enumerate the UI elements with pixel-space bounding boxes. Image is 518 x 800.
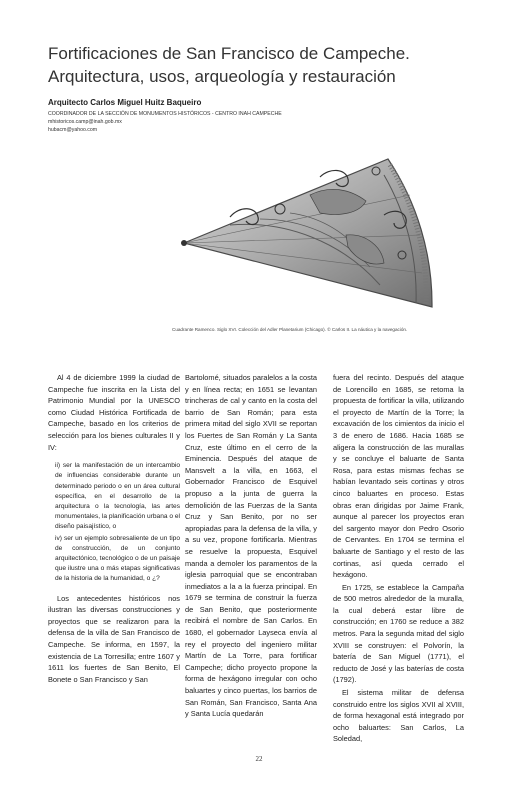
figure-caption: Cuadrante Ramenco. Siglo XVI. Colección del Adler Planetarium (Chicago). © Carlos II. La náutica y la navegación.: [172, 327, 408, 332]
text-column-3: [333, 372, 464, 745]
author-email-primary[interactable]: mhistoricos.camp@inah.gob.mx: [48, 119, 122, 125]
paragraph-lorencillo: fuera del recinto. Después del ataque de Lorencillo en 1685, se retoma la propuesta de fortificar la villa, utilizando el proyecto de Martín de la Torre; la excavación de los cimientos da inicio el 3 de enero de 1686. Hacia 1685 se aligera la construcción de las murallas y se concluye el baluarte de Santa Rosa, para estas mismas fechas se habían levantado seis cortinas y otros cinco baluartes en proceso. Estas obras eran dirigidas por Jaime Frank, aunque al parecer los proyectos eran del sargento mayor don Pedro Osorio de Cervantes. En 1704 se termina el baluarte de Santiago y el resto de las cortinas, así queda cerrado el hexágono.: [333, 373, 464, 580]
author-affiliation: COORDINADOR DE LA SECCIÓN DE MONUMENTOS HISTÓRICOS - CENTRO INAH CAMPECHE: [48, 111, 282, 117]
text-column-2: [185, 372, 317, 720]
text-column-1: [48, 372, 180, 685]
paragraph-military-system: El sistema militar de defensa construido entre los siglos XVII al XVIII, de forma hexagonal está integrado por ocho baluartes: San Carlos, La Soledad,: [333, 688, 464, 744]
nautical-quadrant-illustration: [170, 155, 450, 320]
paragraph-history-continued: Bartolomé, situados paralelos a la costa y en línea recta; en 1651 se levantan trincheras de cal y canto en la costa del barrio de San Román; para esta primera mitad del siglo XVII se reportan los Fuertes de San Román y La Santa Cruz, este último en el cerro de la Eminencia. Después del ataque de Mansvelt a la villa, en 1663, el Gobernador Francisco de Esquivel propuso a la junta de guerra la demolición de las Fuerzas de la Santa Cruz y San Benito, por no ser apropiadas para la defensa de la villa, y a su vez, propone fortificarla. Mientras se resuelve la propuesta, Esquivel manda a demoler los paramentos de la iglesia parroquial que se encontraban inmediatos a la a la fuerza principal. En 1679 se termina de construir la fuerza de San Benito, que posteriormente recibirá el nombre de San Carlos. En 1680, el gobernador Layseca envía al rey el proyecto del ingeniero militar Martín de La Torre, para fortificar Campeche; dicho proyecto propone la forma de hexágono irregular con ocho baluartes y cinco puertas, los barrios de San Román, San Francisco, Santa Ana y Santa Lucía quedarán: [185, 373, 317, 719]
criterion-iv: iv) ser un ejemplo sobresaliente de un tipo de construcción, de un conjunto arquitectónico, tecnológico o de un paisaje que ilustre una o más etapas significativas de la historia de la humanidad, o ¿?: [55, 534, 180, 583]
author-name: Arquitecto Carlos Miguel Huitz Baqueiro: [48, 98, 202, 107]
quadrant-figure: [170, 155, 450, 320]
criteria-quote: [55, 461, 180, 584]
author-email-secondary[interactable]: hubacm@yahoo.com: [48, 127, 98, 133]
paragraph-campana: En 1725, se establece la Campaña de 500 metros alrededor de la muralla, la cual deberá estar libre de construcción; en 1760 se reduce a 382 metros. Para la segunda mitad del siglo XVIII se construyen: el Polvorín, la batería de San Miguel (1771), el reducto de José y las baterías de costa (1792).: [333, 582, 464, 685]
criterion-ii: ii) ser la manifestación de un intercambio de influencias considerable durante un determinado periodo o en un área cultural específica, en el desarrollo de la arquitectura o la tecnología, las artes monumentales, la planificación urbana o el diseño paisajístico, o: [55, 462, 180, 531]
page-number: 22: [255, 755, 263, 763]
paragraph-history: Los antecedentes históricos nos ilustran las diversas construcciones y proyectos que se realizaron para la defensa de la villa de San Francisco de Campeche. Se informa, en 1597, la existencia de La Torresilla; entre 1607 y 1611 los fuertes de San Benito, El Bonete o San Francisco y San: [48, 593, 180, 684]
paragraph-intro: Al 4 de diciembre 1999 la ciudad de Campeche fue inscrita en la Lista del Patrimonio Mundial por la UNESCO como Ciudad Histórica Fortificada de Campeche, basado en los criterios de selección para los bienes culturales II y IV:: [48, 373, 180, 452]
article-title: Fortificaciones de San Francisco de Campeche. Arquitectura, usos, arqueología y restauración: [48, 44, 410, 86]
